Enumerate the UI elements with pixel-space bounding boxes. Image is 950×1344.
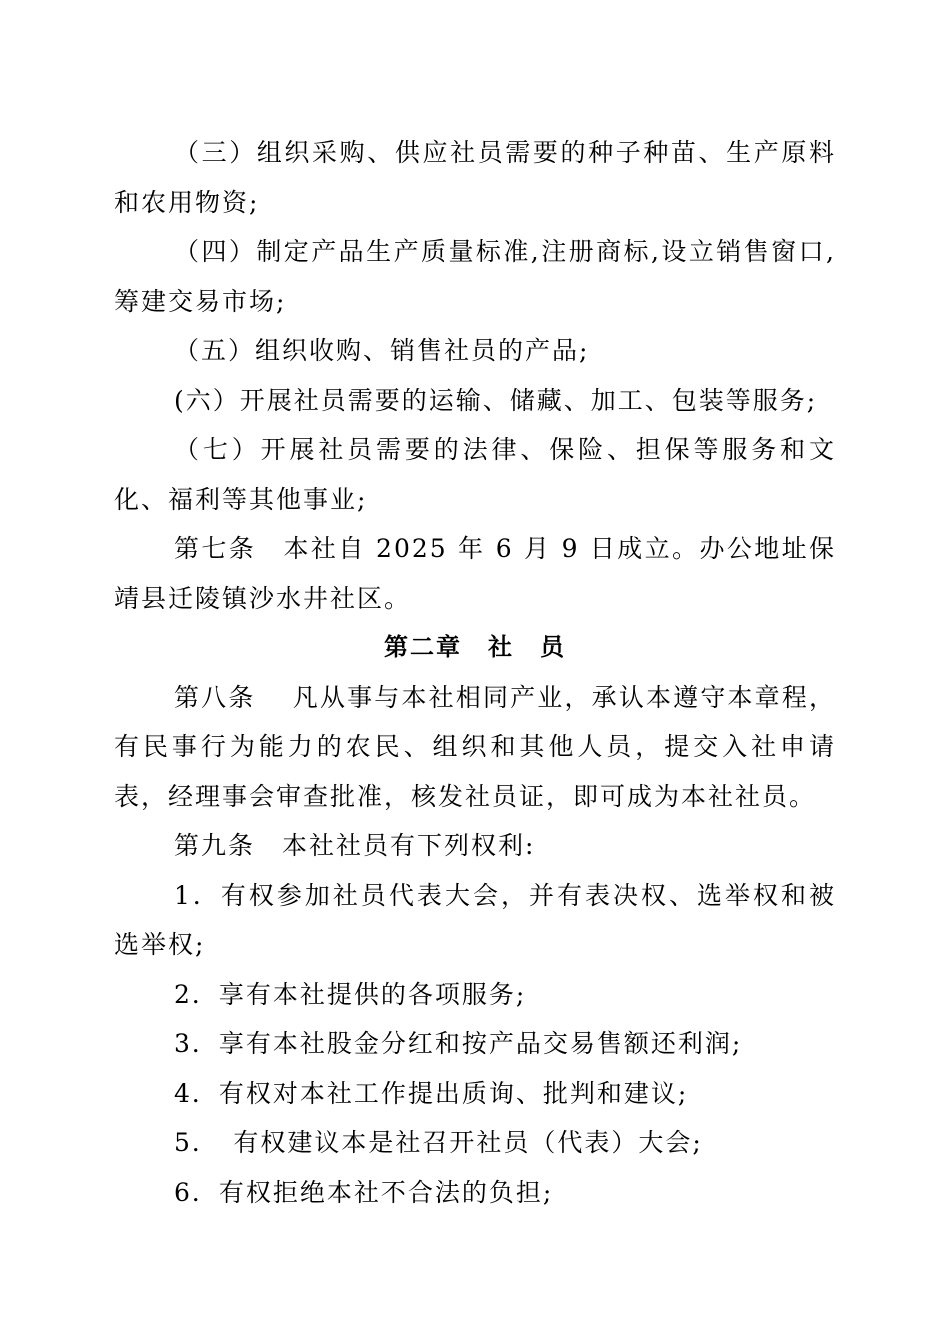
rights-item-2: 2．享有本社提供的各项服务; xyxy=(174,979,527,1009)
rights-item-4: 4．有权对本社工作提出质询、批判和建议; xyxy=(174,1078,689,1108)
rights-item-5: 5． 有权建议本是社召开社员（代表）大会; xyxy=(174,1128,703,1157)
paragraph-item-4: （四）制定产品生产质量标准,注册商标,设立销售窗口,筹建交易市场; xyxy=(114,237,836,316)
paragraph-item-7: （七）开展社员需要的法律、保险、担保等服务和文化、福利等其他事业; xyxy=(114,435,836,514)
rights-item-3: 3．享有本社股金分红和按产品交易售额还利润; xyxy=(174,1029,743,1058)
paragraph-item-5: （五）组织收购、销售社员的产品; xyxy=(174,336,590,365)
article-8-paragraph: 第八条 凡从事与本社相同产业，承认本遵守本章程，有民事行为能力的农民、组织和其他人员，提交入社申请表，经理事会审查批准，核发社员证，即可成为本社社员。 xyxy=(114,682,836,811)
paragraph-item-6: (六）开展社员需要的运输、储藏、加工、包装等服务; xyxy=(174,385,818,415)
document-body xyxy=(114,128,836,1217)
chapter-2-heading: 第二章 社 员 xyxy=(384,633,566,661)
rights-item-6: 6．有权拒绝本社不合法的负担; xyxy=(174,1177,554,1207)
paragraph-item-3: （三）组织采购、供应社员需要的种子种苗、生产原料和农用物资; xyxy=(114,138,836,217)
rights-item-1: 1．有权参加社员代表大会，并有表决权、选举权和被选举权; xyxy=(114,880,836,959)
article-7-paragraph: 第七条 本社自 2025 年 6 月 9 日成立。办公地址保靖县迁陵镇沙水井社区。 xyxy=(114,534,836,613)
article-9-paragraph: 第九条 本社社员有下列权利: xyxy=(174,831,536,860)
